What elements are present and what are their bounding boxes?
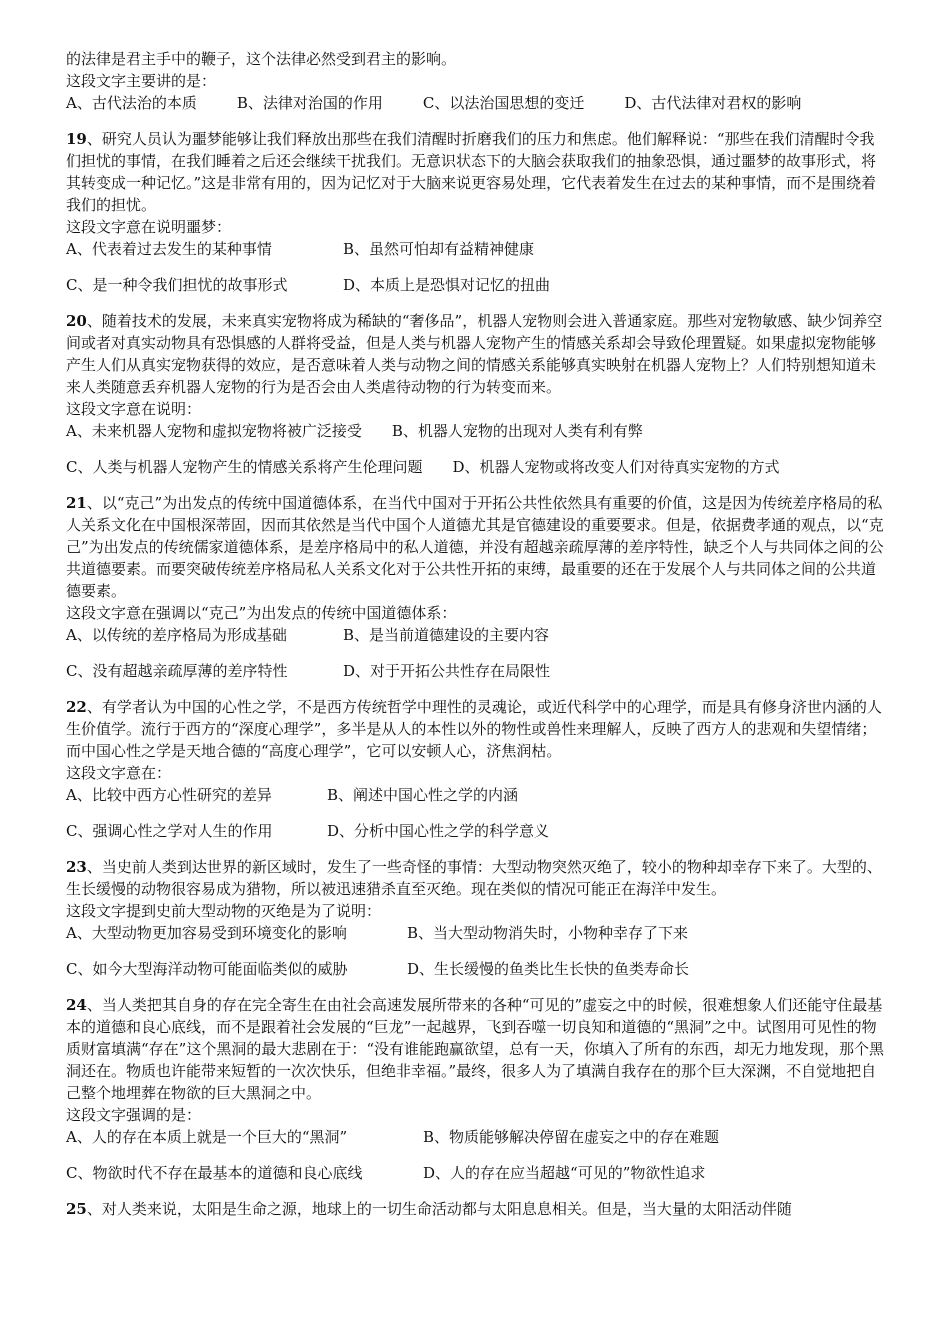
exam-page bbox=[66, 48, 888, 1220]
option-a: A、大型动物更加容易受到环境变化的影响 bbox=[66, 924, 347, 942]
option-c: C、物欲时代不存在最基本的道德和良心底线 bbox=[66, 1164, 363, 1182]
question-22-stem bbox=[66, 696, 888, 762]
option-a: A、古代法治的本质 bbox=[66, 94, 197, 112]
question-number: 19 bbox=[66, 130, 87, 148]
option-a: A、未来机器人宠物和虚拟宠物将被广泛接受 bbox=[66, 422, 362, 440]
option-b: B、阐述中国心性之学的内涵 bbox=[327, 786, 519, 804]
option-d: D、古代法律对君权的影响 bbox=[624, 94, 802, 112]
question-text: 、当史前人类到达世界的新区域时，发生了一些奇怪的事情：大型动物突然灭绝了，较小的物种却幸存下来了。大型的、生长缓慢的动物很容易成为猎物，所以被迅速猎杀直至灭绝。现在类似的情况可能正在海洋中发生。 bbox=[66, 858, 882, 898]
question-text: 、随着技术的发展，未来真实宠物将成为稀缺的“奢侈品”，机器人宠物则会进入普通家庭。那些对宠物敏感、缺少饲养空间或者对真实动物具有恐惧感的人群将受益，但是人类与机器人宠物产生的情感关系却会导致伦理置疑。如果虚拟宠物能够产生人们从真实宠物获得的效应，是否意味着人类与动物之间的情感关系能够真实映射在机器人宠物上？人们特别想知道未来人类随意丢弃机器人宠物的行为是否会由人类虐待动物的行为转变而来。 bbox=[66, 312, 883, 396]
option-c: C、没有超越亲疏厚薄的差序特性 bbox=[66, 662, 288, 680]
question-22 bbox=[66, 696, 888, 842]
question-24-options-ab bbox=[66, 1126, 888, 1148]
option-b: B、虽然可怕却有益精神健康 bbox=[343, 240, 535, 258]
option-b: B、是当前道德建设的主要内容 bbox=[343, 626, 550, 644]
question-18 bbox=[66, 48, 888, 114]
question-number: 25 bbox=[66, 1200, 87, 1218]
option-a: A、代表着过去发生的某种事情 bbox=[66, 240, 272, 258]
option-d: D、生长缓慢的鱼类比生长快的鱼类寿命长 bbox=[407, 960, 690, 978]
question-25 bbox=[66, 1198, 888, 1220]
question-text: 、研究人员认为噩梦能够让我们释放出那些在我们清醒时折磨我们的压力和焦虑。他们解释说：“那些在我们清醒时令我们担忧的事情，在我们睡着之后还会继续干扰我们。无意识状态下的大脑会获取我们的抽象恐惧，通过噩梦的故事形式，将其转变成一种记忆。”这是非常有用的，因为记忆对于大脑来说更容易处理，它代表着发生在过去的某种事情，而不是围绕着我们的担忧。 bbox=[66, 130, 877, 214]
question-19 bbox=[66, 128, 888, 296]
question-number: 23 bbox=[66, 858, 87, 876]
option-b: B、物质能够解决停留在虚妄之中的存在难题 bbox=[423, 1128, 720, 1146]
question-20-options-cd bbox=[66, 456, 888, 478]
question-20-stem bbox=[66, 310, 888, 398]
option-b: B、机器人宠物的出现对人类有利有弊 bbox=[391, 422, 643, 440]
option-b: B、法律对治国的作用 bbox=[236, 94, 383, 112]
option-c: C、强调心性之学对人生的作用 bbox=[66, 822, 273, 840]
question-23 bbox=[66, 856, 888, 980]
question-number: 20 bbox=[66, 312, 87, 330]
question-text: 、对人类来说，太阳是生命之源，地球上的一切生命活动都与太阳息息相关。但是，当大量的太阳活动伴随 bbox=[86, 1200, 792, 1218]
question-23-options-cd bbox=[66, 958, 888, 980]
question-22-options-ab bbox=[66, 784, 888, 806]
question-text: 、以“克己”为出发点的传统中国道德体系，在当代中国对于开拓公共性依然具有重要的价值，这是因为传统差序格局的私人关系文化在中国根深蒂固，因而其依然是当代中国个人道德尤其是官德建设的重要要求。但是，依据费孝通的观点，以“克己”为出发点的传统儒家道德体系，是差序格局中的私人道德，并没有超越亲疏厚薄的差序特性，缺乏个人与共同体之间的公共道德要素。而要突破传统差序格局私人关系文化对于公共性开拓的束缚，最重要的还在于发展个人与共同体之间的公共道德要素。 bbox=[66, 494, 884, 600]
question-22-options-cd bbox=[66, 820, 888, 842]
question-20 bbox=[66, 310, 888, 478]
question-24 bbox=[66, 994, 888, 1184]
question-21-stem bbox=[66, 492, 888, 602]
question-19-prompt: 这段文字意在说明噩梦： bbox=[66, 218, 232, 236]
option-d: D、本质上是恐惧对记忆的扭曲 bbox=[343, 276, 551, 294]
question-text: 、有学者认为中国的心性之学，不是西方传统哲学中理性的灵魂论，或近代科学中的心理学，而是具有修身济世内涵的人生价值学。流行于西方的“深度心理学”，多半是从人的本性以外的物性或兽性来理解人，反映了西方人的悲观和失望情绪；而中国心性之学是天地合德的“高度心理学”，它可以安顿人心，济焦润枯。 bbox=[66, 698, 882, 760]
question-23-stem bbox=[66, 856, 888, 900]
question-21 bbox=[66, 492, 888, 682]
question-23-prompt: 这段文字提到史前大型动物的灭绝是为了说明： bbox=[66, 902, 382, 920]
option-d: D、对于开拓公共性存在局限性 bbox=[343, 662, 551, 680]
question-18-options bbox=[66, 92, 888, 114]
option-d: D、人的存在应当超越“可见的”物欲性追求 bbox=[423, 1164, 706, 1182]
question-22-prompt: 这段文字意在： bbox=[66, 764, 172, 782]
question-19-stem bbox=[66, 128, 888, 216]
option-d: D、机器人宠物或将改变人们对待真实宠物的方式 bbox=[452, 458, 780, 476]
question-19-options-cd bbox=[66, 274, 888, 296]
question-number: 21 bbox=[66, 494, 87, 512]
option-a: A、人的存在本质上就是一个巨大的“黑洞” bbox=[66, 1128, 348, 1146]
option-a: A、比较中西方心性研究的差异 bbox=[66, 786, 272, 804]
option-d: D、分析中国心性之学的科学意义 bbox=[327, 822, 550, 840]
option-c: C、以法治国思想的变迁 bbox=[422, 94, 585, 112]
option-a: A、以传统的差序格局为形成基础 bbox=[66, 626, 287, 644]
question-20-prompt: 这段文字意在说明： bbox=[66, 400, 202, 418]
option-c: C、如今大型海洋动物可能面临类似的威胁 bbox=[66, 960, 348, 978]
question-21-options-cd bbox=[66, 660, 888, 682]
option-b: B、当大型动物消失时，小物种幸存了下来 bbox=[407, 924, 689, 942]
question-23-options-ab bbox=[66, 922, 888, 944]
question-25-stem bbox=[66, 1198, 888, 1220]
question-24-options-cd bbox=[66, 1162, 888, 1184]
question-21-options-ab bbox=[66, 624, 888, 646]
question-21-prompt: 这段文字意在强调以“克己”为出发点的传统中国道德体系： bbox=[66, 604, 457, 622]
question-20-options-ab bbox=[66, 420, 888, 442]
question-text: 、当人类把其自身的存在完全寄生在由社会高速发展所带来的各种“可见的”虚妄之中的时候，很难想象人们还能守住最基本的道德和良心底线，而不是跟着社会发展的“巨龙”一起越界，飞到吞噬一切良知和道德的“黑洞”之中。试图用可见性的物质财富填满“存在”这个黑洞的最大悲剧在于：“没有谁能跑赢欲望，总有一天，你填入了所有的东西，却无力地发现，那个黑洞还在。物质也许能带来短暂的一次次快乐，但绝非幸福。”最终，很多人为了填满自我存在的那个巨大深渊，不自觉地把自己整个地埋葬在物欲的巨大黑洞之中。 bbox=[66, 996, 885, 1102]
question-18-prompt: 这段文字主要讲的是： bbox=[66, 72, 217, 90]
question-24-stem bbox=[66, 994, 888, 1104]
option-c: C、人类与机器人宠物产生的情感关系将产生伦理问题 bbox=[66, 458, 423, 476]
question-19-options-ab bbox=[66, 238, 888, 260]
question-18-stem-tail: 的法律是君主手中的鞭子，这个法律必然受到君主的影响。 bbox=[66, 50, 457, 68]
question-number: 24 bbox=[66, 996, 87, 1014]
option-c: C、是一种令我们担忧的故事形式 bbox=[66, 276, 288, 294]
question-24-prompt: 这段文字强调的是： bbox=[66, 1106, 202, 1124]
question-number: 22 bbox=[66, 698, 87, 716]
